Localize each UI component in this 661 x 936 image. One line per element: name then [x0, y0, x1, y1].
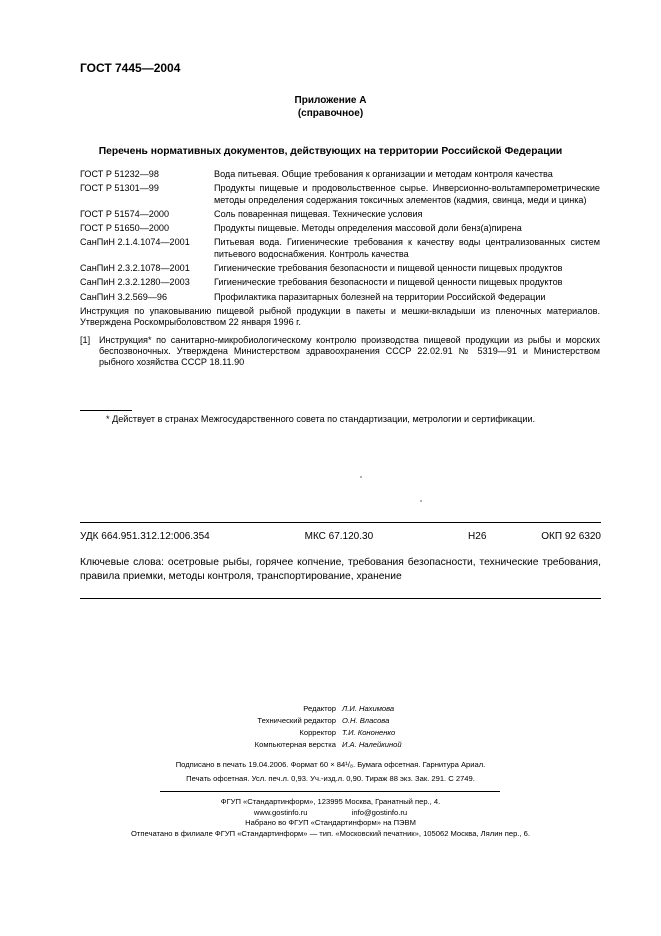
okp-code: ОКП 92 6320 [541, 531, 601, 542]
reference-row [80, 237, 600, 260]
reference-code: СанПиН 2.3.2.1078—2001 [80, 263, 190, 274]
reference-desc: Питьевая вода. Гигиенические требования к качеству воды централизованных систем питьевого водоснабжения. Контроль качества [214, 237, 600, 259]
credit-name: Л.И. Нахимова [342, 704, 395, 713]
reference-row [80, 292, 600, 303]
credit-row [140, 727, 500, 739]
classification-top-rule [80, 522, 601, 523]
appendix-subtitle: (справочное) [297, 108, 364, 119]
reference-code: СанПиН 2.1.4.1074—2001 [80, 237, 190, 248]
credit-name: О.Н. Власова [342, 716, 390, 725]
keywords: Ключевые слова: осетровые рыбы, горячее копчение, требования безопасности, технические требования, правила приемки, методы контроля, транспортирование, хранение [80, 557, 601, 582]
reference-desc: Продукты пищевые. Методы определения массовой доли бенз(а)пирена [214, 223, 522, 234]
appendix-heading [0, 94, 661, 120]
publisher-block [0, 797, 661, 839]
reference-row [80, 223, 600, 234]
credit-role: Корректор [299, 728, 336, 737]
reference-desc: Гигиенические требования безопасности и пищевой ценности пищевых продуктов [214, 263, 563, 274]
print-info-line: Печать офсетная. Усл. печ.л. 0,93. Уч.-изд.л. 0,90. Тираж 88 экз. Зак. 291. С 2749. [186, 773, 475, 783]
group-code: Н26 [468, 531, 487, 542]
list-title: Перечень нормативных документов, действующих на территории Российской Федерации [98, 146, 563, 157]
references-list [80, 169, 600, 368]
bibliography-number: [1] [80, 334, 91, 345]
reference-code: ГОСТ Р 51301—99 [80, 183, 159, 194]
publisher-printed: Отпечатано в филиале ФГУП «Стандартинформ» — тип. «Московский печатник», 105062 Москва, Лялин пер., 6. [131, 828, 530, 838]
reference-desc: Профилактика паразитарных болезней на территории Российской Федерации [214, 291, 546, 302]
reference-code: ГОСТ Р 51650—2000 [80, 223, 170, 234]
reference-code: СанПиН 2.3.2.1280—2003 [80, 277, 190, 288]
publisher-website[interactable]: www.gostinfo.ru [253, 807, 308, 817]
reference-row [80, 183, 600, 206]
reference-desc: Вода питьевая. Общие требования к организации и методам контроля качества [214, 169, 553, 179]
scan-dot [360, 476, 362, 478]
print-info-line: Подписано в печать 19.04.2006. Формат 60 × 84¹/₈. Бумага офсетная. Гарнитура Ариал. [175, 760, 486, 769]
reference-row [80, 209, 600, 220]
bibliography-entry [80, 335, 600, 369]
publisher-rule [160, 791, 500, 792]
reference-desc: Соль поваренная пищевая. Технические условия [214, 208, 423, 219]
appendix-title: Приложение А [294, 95, 367, 106]
credit-role: Технический редактор [257, 716, 336, 725]
reference-desc: Продукты пищевые и продовольственное сырье. Инверсионно-вольтамперометрические методы определения содержания токсичных элементов (кадмия, свинца, меди и цинка) [214, 183, 600, 205]
reference-code: ГОСТ Р 51232—98 [80, 169, 159, 179]
bibliography-text: Инструкция* по санитарно-микробиологическому контролю производства пищевой продукции из рыбы и морских беспозвоночных. Утверждена Министерством здравоохранения СССР 22.02.91 № 5319—91 и Министерством рыбного хозяйства СССР 18.11.90 [99, 334, 600, 368]
document-header: ГОСТ 7445—2004 [80, 61, 181, 75]
publisher-email[interactable]: info@gostinfo.ru [351, 807, 408, 817]
keywords-bottom-rule [80, 598, 601, 599]
publisher-typeset: Набрано во ФГУП «Стандартинформ» на ПЭВМ [245, 818, 416, 828]
reference-row [80, 169, 600, 180]
credits-block [140, 703, 500, 751]
reference-desc: Гигиенические требования безопасности и пищевой ценности пищевых продуктов [214, 277, 563, 288]
credit-role: Редактор [303, 704, 336, 713]
reference-row [80, 277, 600, 288]
credit-name: Т.И. Кононенко [342, 728, 396, 737]
reference-code: СанПиН 3.2.569—96 [80, 291, 168, 302]
reference-code: ГОСТ Р 51574—2000 [80, 208, 170, 219]
instruction-paragraph: Инструкция по упаковыванию пищевой рыбной продукции в пакеты и мешки-вкладыши из пленочных материалов. Утверждена Роскомрыболовством 22 января 1996 г. [80, 305, 600, 328]
scan-dot [420, 500, 422, 502]
credit-role: Компьютерная верстка [254, 740, 336, 749]
print-info [0, 760, 661, 784]
udk-code: УДК 664.951.312.12:006.354 [80, 531, 210, 542]
reference-row [80, 263, 600, 274]
credit-row [140, 739, 500, 751]
publisher-contacts [0, 808, 661, 819]
credit-row [140, 703, 500, 715]
credit-row [140, 715, 500, 727]
mks-code: МКС 67.120.30 [304, 531, 374, 542]
footnote-divider [80, 410, 132, 411]
publisher-address: ФГУП «Стандартинформ», 123995 Москва, Гранатный пер., 4. [220, 797, 441, 806]
classification-line [80, 531, 601, 542]
footnote: * Действует в странах Межгосударственного совета по стандартизации, метрологии и сертификации. [106, 414, 536, 424]
credit-name: И.А. Налейкиной [342, 740, 402, 749]
